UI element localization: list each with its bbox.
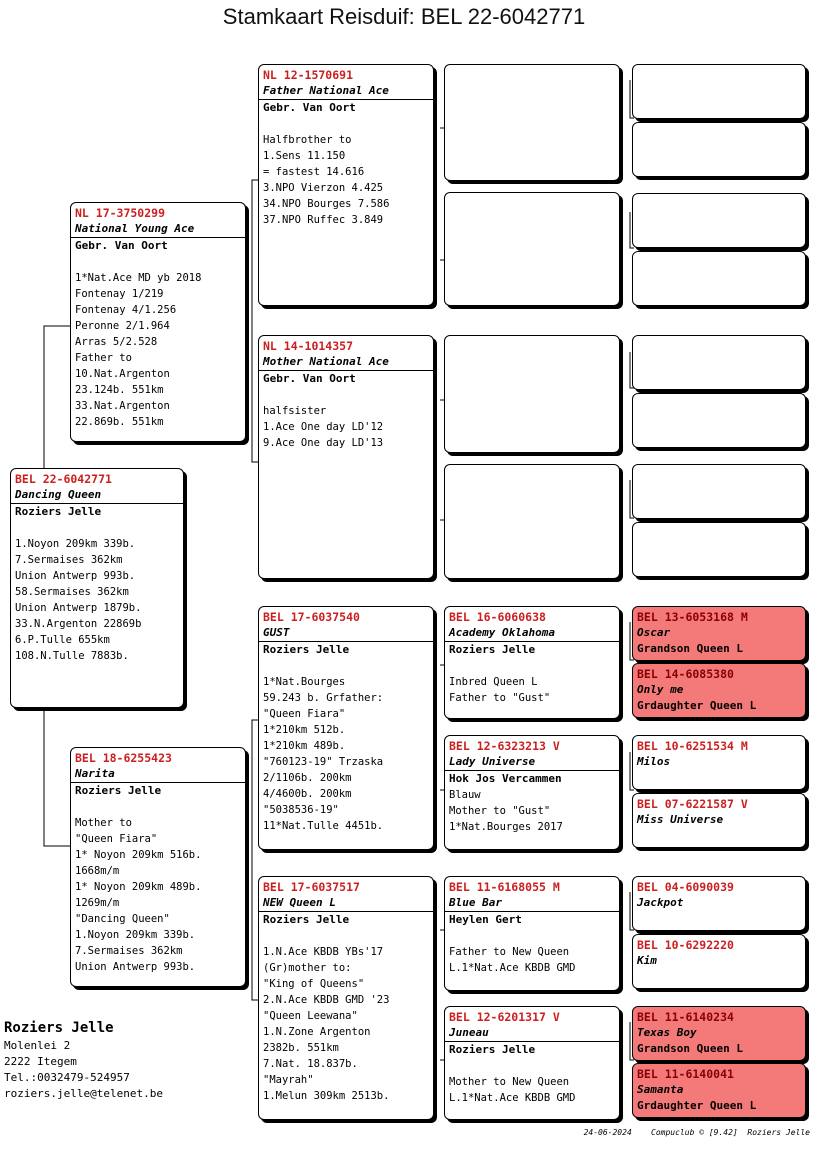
great-great-grandparent-card[interactable] <box>632 934 806 989</box>
print-date: 24-06-2024 <box>583 1128 632 1137</box>
performance-notes: Mother to New Queen L.1*Nat.Ace KBDB GMD <box>449 1076 576 1104</box>
subject-pigeon-card[interactable] <box>10 468 184 708</box>
pigeon-name: Narita <box>75 767 115 780</box>
performance-notes: Mother to "Queen Fiara" 1* Noyon 209km 516b. 1668m/m 1* Noyon 209km 489b. 1269m/m "Dancing Queen" 1.Noyon 209km 339b. 7.Sermaises 362km Union Antwerp 993b. <box>75 817 202 973</box>
performance-notes: 1.N.Ace KBDB YBs'17 (Gr)mother to: "King of Queens" 2.N.Ace KBDB GMD '23 "Queen Leewana" 1.N.Zone Argenton 2382b. 551km 7.Nat. 18.837b. "Mayrah" 1.Melun 309km 2513b. <box>263 946 390 1102</box>
performance-notes: Father to New Queen L.1*Nat.Ace KBDB GMD <box>449 946 576 974</box>
page-title: Stamkaart Reisduif: BEL 22-6042771 <box>222 4 586 29</box>
pigeon-name: Father National Ace <box>263 84 389 97</box>
great-great-grandparent-card[interactable] <box>632 1006 806 1061</box>
pigeon-info: Grandson Queen L <box>637 1042 743 1055</box>
pigeon-name: National Young Ace <box>75 222 195 235</box>
great-great-grandparent-card[interactable] <box>632 663 806 718</box>
empty-ancestor-card[interactable] <box>632 193 806 248</box>
owner-name: Roziers Jelle <box>15 505 102 518</box>
owner-name: Gebr. Van Oort <box>263 101 356 114</box>
ring-number: BEL 11-6140041 <box>637 1067 734 1081</box>
ring-number: BEL 17-6037540 <box>263 610 360 624</box>
owner-address-block <box>4 1018 163 1102</box>
mother-card[interactable] <box>70 747 246 987</box>
pigeon-name: Kim <box>637 954 657 967</box>
pigeon-info: Grandson Queen L <box>637 642 743 655</box>
owner-name: Gebr. Van Oort <box>75 239 168 252</box>
owner-name: Roziers Jelle <box>449 1043 536 1056</box>
performance-notes: Halfbrother to 1.Sens 11.150 = fastest 14.616 3.NPO Vierzon 4.425 34.NPO Bourges 7.586 37.NPO Ruffec 3.849 <box>263 134 390 226</box>
great-great-grandparent-card[interactable] <box>632 1063 806 1118</box>
maternal-grandmother-card[interactable] <box>258 876 434 1120</box>
pigeon-name: Texas Boy <box>637 1026 697 1039</box>
pigeon-name: Lady Universe <box>449 755 536 768</box>
ring-number: BEL 16-6060638 <box>449 610 546 624</box>
footer <box>584 1128 810 1137</box>
pigeon-name: Miss Universe <box>637 813 724 826</box>
performance-notes: 1*Nat.Ace MD yb 2018 Fontenay 1/219 Fontenay 4/1.256 Peronne 2/1.964 Arras 5/2.528 Father to 10.Nat.Argenton 23.124b. 551km 33.Nat.Argenton 22.869b. 551km <box>75 272 202 428</box>
pigeon-info: Grdaughter Queen L <box>637 699 757 712</box>
pigeon-name: Only me <box>637 683 684 696</box>
ring-number: BEL 12-6323213 V <box>449 739 560 753</box>
maternal-grandfather-card[interactable] <box>258 606 434 850</box>
paternal-grandfather-card[interactable] <box>258 64 434 306</box>
empty-ancestor-card[interactable] <box>444 464 620 579</box>
ring-number: BEL 04-6090039 <box>637 880 734 894</box>
empty-ancestor-card[interactable] <box>632 464 806 519</box>
owner-name: Roziers Jelle <box>263 643 350 656</box>
empty-ancestor-card[interactable] <box>632 251 806 306</box>
empty-ancestor-card[interactable] <box>632 64 806 119</box>
paternal-grandmother-card[interactable] <box>258 335 434 579</box>
ring-number: BEL 22-6042771 <box>15 472 112 486</box>
father-card[interactable] <box>70 202 246 442</box>
pigeon-name: Mother National Ace <box>263 355 389 368</box>
performance-notes: 1.Noyon 209km 339b. 7.Sermaises 362km Union Antwerp 993b. 58.Sermaises 362km Union Antwerp 1879b. 33.N.Argenton 22869b 6.P.Tulle 655km 108.N.Tulle 7883b. <box>15 538 142 662</box>
owner-name: Hok Jos Vercammen <box>449 772 562 785</box>
great-grandparent-card[interactable] <box>444 1006 620 1120</box>
owner-name: Roziers Jelle <box>75 784 162 797</box>
empty-ancestor-card[interactable] <box>632 335 806 390</box>
ring-number: NL 17-3750299 <box>75 206 166 220</box>
pigeon-name: NEW Queen L <box>263 896 336 909</box>
ring-number: BEL 14-6085380 <box>637 667 734 681</box>
owner-name: Gebr. Van Oort <box>263 372 356 385</box>
ring-number: BEL 12-6201317 V <box>449 1010 560 1024</box>
ring-number: BEL 10-6251534 M <box>637 739 748 753</box>
owner-phone: Tel.:0032479-524957 <box>4 1071 130 1084</box>
great-great-grandparent-card[interactable] <box>632 876 806 931</box>
performance-notes: Inbred Queen L Father to "Gust" <box>449 676 551 704</box>
great-grandparent-card[interactable] <box>444 735 620 850</box>
empty-ancestor-card[interactable] <box>444 64 620 181</box>
performance-notes: 1*Nat.Bourges 59.243 b. Grfather: "Queen Fiara" 1*210km 512b. 1*210km 489b. "760123-19" Trzaska 2/1106b. 200km 4/4600b. 200km "5038536-19" 11*Nat.Tulle 4451b. <box>263 676 384 832</box>
ring-number: BEL 18-6255423 <box>75 751 172 765</box>
owner-name: Heylen Gert <box>449 913 522 926</box>
pigeon-name: Juneau <box>449 1026 489 1039</box>
empty-ancestor-card[interactable] <box>632 522 806 577</box>
pigeon-name: Oscar <box>637 626 671 639</box>
pigeon-name: Blue Bar <box>449 896 502 909</box>
pigeon-name: Academy Oklahoma <box>449 626 555 639</box>
ring-number: BEL 10-6292220 <box>637 938 734 952</box>
pigeon-name: Dancing Queen <box>15 488 102 501</box>
great-grandparent-card[interactable] <box>444 876 620 991</box>
pigeon-name: GUST <box>263 626 290 639</box>
ring-number: NL 12-1570691 <box>263 68 354 82</box>
great-great-grandparent-card[interactable] <box>632 735 806 790</box>
owner-name: Roziers Jelle <box>4 1020 114 1036</box>
empty-ancestor-card[interactable] <box>444 192 620 306</box>
owner-email[interactable]: roziers.jelle@telenet.be <box>4 1087 163 1100</box>
owner-name: Roziers Jelle <box>449 643 536 656</box>
ring-number: NL 14-1014357 <box>263 339 354 353</box>
pigeon-name: Milos <box>637 755 671 768</box>
owner-name: Roziers Jelle <box>263 913 350 926</box>
empty-ancestor-card[interactable] <box>444 335 620 453</box>
great-great-grandparent-card[interactable] <box>632 793 806 848</box>
software-credit: Compuclub © [9.42] <box>651 1128 738 1137</box>
performance-notes: Blauw Mother to "Gust" 1*Nat.Bourges 2017 <box>449 789 563 833</box>
ring-number: BEL 13-6053168 M <box>637 610 748 624</box>
pigeon-name: Jackpot <box>637 896 684 909</box>
ring-number: BEL 11-6168055 M <box>449 880 560 894</box>
footer-owner: Roziers Jelle <box>747 1128 810 1137</box>
ring-number: BEL 17-6037517 <box>263 880 360 894</box>
pigeon-name: Samanta <box>637 1083 684 1096</box>
great-great-grandparent-card[interactable] <box>632 606 806 661</box>
performance-notes: halfsister 1.Ace One day LD'12 9.Ace One day LD'13 <box>263 405 384 449</box>
great-grandparent-card[interactable] <box>444 606 620 719</box>
empty-ancestor-card[interactable] <box>632 393 806 448</box>
owner-street: Molenlei 2 <box>4 1039 71 1052</box>
owner-city: 2222 Itegem <box>4 1055 77 1068</box>
ring-number: BEL 07-6221587 V <box>637 797 748 811</box>
ring-number: BEL 11-6140234 <box>637 1010 734 1024</box>
pigeon-info: Grdaughter Queen L <box>637 1099 757 1112</box>
empty-ancestor-card[interactable] <box>632 122 806 177</box>
